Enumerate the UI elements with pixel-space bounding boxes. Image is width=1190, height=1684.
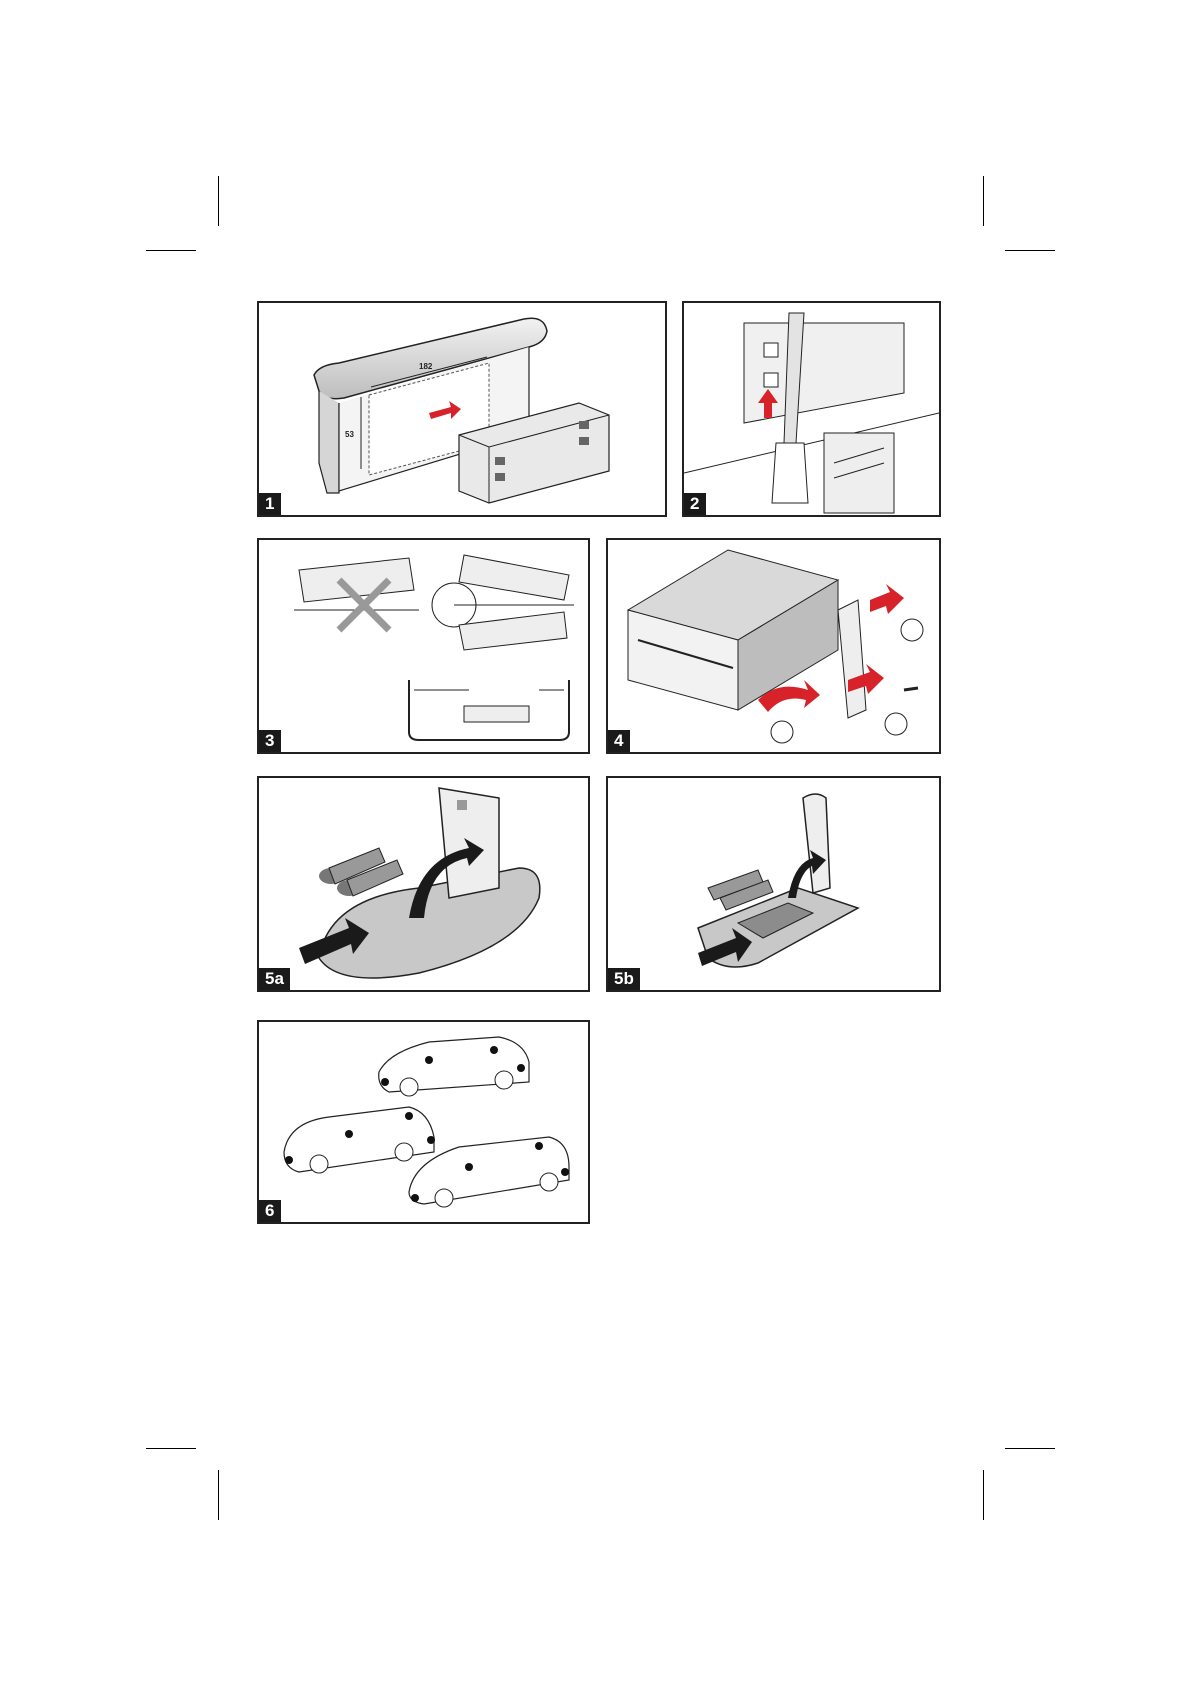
figure-4 bbox=[606, 538, 941, 754]
frame-release-screwdriver-illustration bbox=[684, 303, 939, 515]
vehicle-types-speaker-positions-illustration bbox=[259, 1022, 588, 1222]
crop-mark-bottom-left-h bbox=[146, 1448, 196, 1449]
figure-number: 3 bbox=[259, 730, 281, 752]
installation-angle-illustration bbox=[259, 540, 588, 752]
crop-mark-top-right-h bbox=[1005, 250, 1055, 251]
figure-6 bbox=[257, 1020, 590, 1224]
figure-5b bbox=[606, 776, 941, 992]
figure-number: 2 bbox=[684, 493, 706, 515]
remote-battery-replacement-alt-illustration bbox=[608, 778, 939, 990]
crop-mark-top-left-h bbox=[146, 250, 196, 251]
unit-bracket-mounting-illustration bbox=[608, 540, 939, 752]
crop-mark-bottom-right-v bbox=[983, 1470, 984, 1520]
figure-number: 5a bbox=[259, 968, 290, 990]
figure-2 bbox=[682, 301, 941, 517]
dimension-width-label: 182 bbox=[419, 362, 433, 371]
remote-battery-replacement-illustration bbox=[259, 778, 588, 990]
figure-1 bbox=[257, 301, 667, 517]
crop-mark-top-right-v bbox=[983, 176, 984, 226]
figure-number: 4 bbox=[608, 730, 630, 752]
crop-mark-bottom-right-h bbox=[1005, 1448, 1055, 1449]
crop-mark-bottom-left-v bbox=[218, 1470, 219, 1520]
dimension-height-label: 53 bbox=[345, 430, 354, 439]
figure-3 bbox=[257, 538, 590, 754]
figure-number: 1 bbox=[259, 493, 281, 515]
crop-mark-top-left-v bbox=[218, 176, 219, 226]
figure-number: 5b bbox=[608, 968, 640, 990]
figure-5a bbox=[257, 776, 590, 992]
figure-number: 6 bbox=[259, 1200, 281, 1222]
dashboard-mounting-frame-illustration bbox=[259, 303, 665, 515]
